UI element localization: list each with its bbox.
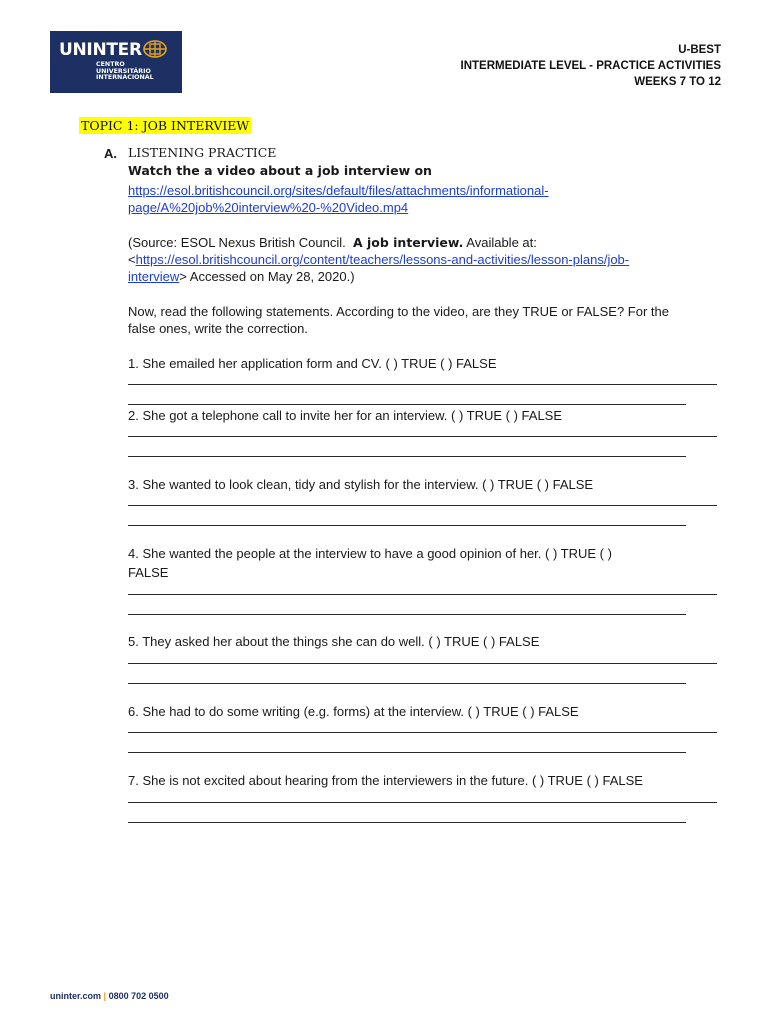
source-link-row: <https://esol.britishcouncil.org/content/teachers/lessons-and-activities/lesson-plans/job- [128, 252, 630, 267]
logo-name: UNINTER [59, 40, 142, 60]
watch-instruction: Watch the a video about a job interview on [128, 163, 432, 178]
answer-line[interactable] [128, 683, 686, 684]
source-accessed-row [128, 268, 355, 285]
question-7: 7. She is not excited about hearing from the interviewers in the future. ( ) TRUE ( ) FALSE [128, 773, 643, 788]
footer [50, 991, 169, 1001]
logo-subtitle: CENTRO UNIVERSITÁRIO INTERNACIONAL [96, 61, 154, 82]
answer-line[interactable] [128, 752, 686, 753]
header-weeks: WEEKS 7 TO 12 [634, 76, 721, 88]
answer-line[interactable] [128, 822, 686, 823]
instructions-line-2: false ones, write the correction. [128, 321, 308, 336]
video-link-line-1[interactable]: https://esol.britishcouncil.org/sites/default/files/attachments/informational- [128, 183, 549, 198]
question-4: 4. She wanted the people at the interview to have a good opinion of her. ( ) TRUE ( ) [128, 546, 612, 561]
footer-separator: | [103, 991, 107, 1001]
video-link-cont[interactable] [128, 199, 408, 216]
video-link-line-2[interactable]: page/A%20job%20interview%20-%20Video.mp4 [128, 200, 409, 215]
answer-line[interactable] [128, 505, 717, 506]
source-link-line-2[interactable]: interview [128, 269, 180, 284]
header-level: INTERMEDIATE LEVEL - PRACTICE ACTIVITIES [460, 60, 721, 72]
source-link-line-1[interactable]: https://esol.britishcouncil.org/content/teachers/lessons-and-activities/lesson-plans/job- [135, 252, 630, 267]
section-letter: A. [104, 146, 117, 161]
question-4-cont: FALSE [128, 565, 169, 580]
video-link[interactable] [128, 182, 549, 199]
answer-line[interactable] [128, 614, 686, 615]
question-1: 1. She emailed her application form and CV. ( ) TRUE ( ) FALSE [128, 356, 497, 371]
question-5: 5. They asked her about the things she can do well. ( ) TRUE ( ) FALSE [128, 634, 540, 649]
answer-line[interactable] [128, 732, 717, 733]
question-3: 3. She wanted to look clean, tidy and stylish for the interview. ( ) TRUE ( ) FALSE [128, 477, 594, 492]
globe-mark-icon [142, 39, 168, 59]
answer-line[interactable] [128, 663, 717, 664]
footer-phone: 0800 702 0500 [108, 991, 169, 1001]
header-course: U-BEST [678, 44, 721, 56]
answer-line[interactable] [128, 525, 686, 526]
answer-line[interactable] [128, 384, 717, 385]
answer-line[interactable] [128, 802, 717, 803]
source-title: A job interview. [352, 235, 464, 250]
source-citation: (Source: ESOL Nexus British Council. A job interview. Available at: [128, 235, 537, 250]
answer-line[interactable] [128, 456, 686, 457]
question-2: 2. She got a telephone call to invite her for an interview. ( ) TRUE ( ) FALSE [128, 408, 563, 423]
answer-line[interactable] [128, 404, 686, 405]
topic-heading: TOPIC 1: JOB INTERVIEW [81, 118, 250, 133]
footer-site[interactable]: uninter.com [50, 991, 102, 1001]
answer-line[interactable] [128, 594, 717, 595]
question-6: 6. She had to do some writing (e.g. forms) at the interview. ( ) TRUE ( ) FALSE [128, 704, 579, 719]
source-accessed: > Accessed on May 28, 2020.) [179, 269, 355, 284]
uninter-logo [50, 31, 182, 93]
section-title: LISTENING PRACTICE [128, 145, 277, 160]
instructions-line-1: Now, read the following statements. According to the video, are they TRUE or FALSE? For the [128, 304, 669, 319]
answer-line[interactable] [128, 436, 717, 437]
